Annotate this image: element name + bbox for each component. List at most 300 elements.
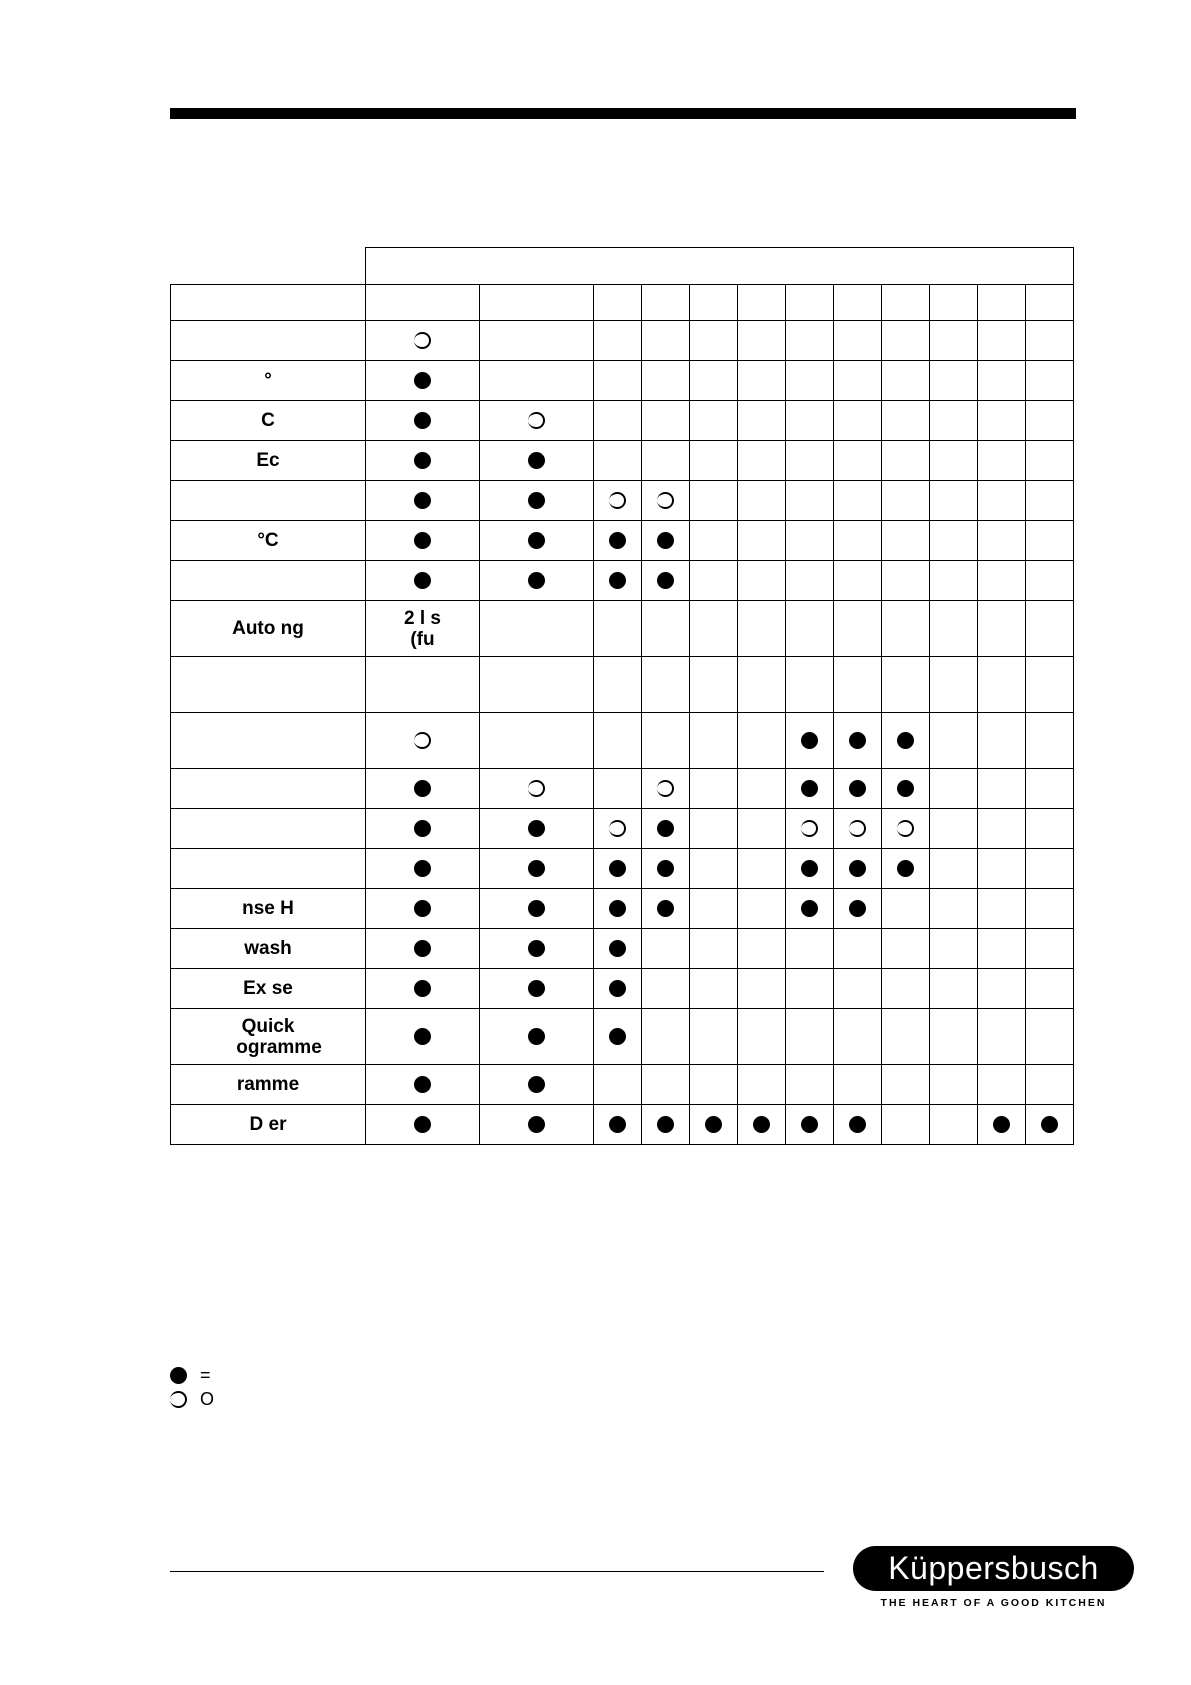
filled-dot-icon — [609, 900, 626, 917]
matrix-cell — [594, 361, 642, 401]
matrix-cell — [786, 1009, 834, 1065]
matrix-cell — [930, 809, 978, 849]
matrix-cell — [786, 929, 834, 969]
matrix-cell — [480, 1009, 594, 1065]
matrix-cell — [738, 401, 786, 441]
filled-dot-icon — [414, 492, 431, 509]
filled-dot-icon — [414, 980, 431, 997]
matrix-cell — [480, 929, 594, 969]
matrix-cell — [930, 969, 978, 1009]
footer-rule — [170, 1571, 824, 1572]
matrix-cell — [738, 889, 786, 929]
table-row — [171, 1105, 1074, 1145]
matrix-cell — [882, 441, 930, 481]
matrix-cell — [366, 1105, 480, 1145]
matrix-cell — [690, 1105, 738, 1145]
matrix-cell — [738, 769, 786, 809]
filled-dot-icon — [414, 532, 431, 549]
matrix-cell — [882, 713, 930, 769]
matrix-cell — [366, 401, 480, 441]
matrix-cell — [480, 441, 594, 481]
matrix-cell — [834, 657, 882, 713]
matrix-cell — [642, 1105, 690, 1145]
matrix-cell — [786, 401, 834, 441]
matrix-cell — [786, 849, 834, 889]
matrix-cell — [738, 1105, 786, 1145]
note-line: (fu — [410, 628, 435, 650]
matrix-cell — [642, 521, 690, 561]
matrix-cell — [1026, 809, 1074, 849]
filled-dot-icon — [528, 492, 545, 509]
matrix-cell — [690, 769, 738, 809]
matrix-cell — [834, 321, 882, 361]
matrix-cell — [834, 285, 882, 321]
matrix-cell — [594, 441, 642, 481]
matrix-cell — [690, 1065, 738, 1105]
legend-item-hollow: O — [170, 1387, 214, 1411]
table-row — [171, 441, 1074, 481]
table-row — [171, 361, 1074, 401]
matrix-cell — [978, 561, 1026, 601]
matrix-cell — [594, 809, 642, 849]
matrix-cell — [1026, 481, 1074, 521]
table-row — [171, 285, 1074, 321]
filled-dot-icon — [414, 900, 431, 917]
matrix-cell — [930, 321, 978, 361]
matrix-cell — [834, 713, 882, 769]
matrix-cell — [930, 929, 978, 969]
matrix-cell — [480, 1065, 594, 1105]
matrix-cell — [594, 769, 642, 809]
filled-dot-icon — [849, 732, 866, 749]
matrix-cell — [978, 969, 1026, 1009]
matrix-cell — [834, 1009, 882, 1065]
matrix-cell — [1026, 441, 1074, 481]
table-row — [171, 929, 1074, 969]
matrix-cell — [366, 361, 480, 401]
matrix-cell — [1026, 321, 1074, 361]
matrix-cell — [366, 849, 480, 889]
matrix-cell — [480, 481, 594, 521]
matrix-cell — [366, 481, 480, 521]
row-label — [171, 561, 366, 601]
filled-dot-icon — [414, 1116, 431, 1133]
matrix-cell — [786, 321, 834, 361]
matrix-cell — [690, 809, 738, 849]
matrix-cell — [366, 713, 480, 769]
matrix-cell — [786, 769, 834, 809]
filled-dot-icon — [897, 860, 914, 877]
matrix-cell — [978, 889, 1026, 929]
matrix-cell — [738, 321, 786, 361]
corner-cell — [171, 248, 366, 285]
matrix-cell — [882, 1105, 930, 1145]
matrix-cell — [786, 1065, 834, 1105]
filled-dot-icon — [414, 860, 431, 877]
table-row — [171, 657, 1074, 713]
matrix-cell — [594, 401, 642, 441]
matrix-cell — [594, 321, 642, 361]
row-label: Auto ng — [171, 601, 366, 657]
half-circle-icon — [801, 820, 818, 837]
note-cell — [366, 601, 480, 657]
matrix-cell — [366, 321, 480, 361]
matrix-cell — [1026, 889, 1074, 929]
matrix-cell — [1026, 929, 1074, 969]
filled-dot-icon — [528, 980, 545, 997]
matrix-cell — [786, 657, 834, 713]
filled-dot-icon — [753, 1116, 770, 1133]
matrix-cell — [690, 441, 738, 481]
matrix-cell — [978, 849, 1026, 889]
matrix-cell — [690, 361, 738, 401]
matrix-cell — [738, 969, 786, 1009]
matrix-cell — [882, 849, 930, 889]
matrix-cell — [930, 713, 978, 769]
matrix-cell — [480, 1105, 594, 1145]
matrix-cell — [930, 1065, 978, 1105]
matrix-cell — [834, 769, 882, 809]
filled-dot-icon — [801, 900, 818, 917]
matrix-cell — [1026, 561, 1074, 601]
filled-dot-icon — [414, 372, 431, 389]
filled-dot-icon — [528, 532, 545, 549]
matrix-cell — [480, 889, 594, 929]
matrix-cell — [480, 361, 594, 401]
matrix-cell — [738, 809, 786, 849]
matrix-cell — [594, 561, 642, 601]
matrix-cell — [642, 769, 690, 809]
matrix-cell — [594, 1065, 642, 1105]
matrix-cell — [642, 361, 690, 401]
filled-dot-icon — [801, 780, 818, 797]
matrix-cell — [834, 401, 882, 441]
matrix-cell — [786, 1105, 834, 1145]
matrix-cell — [1026, 657, 1074, 713]
matrix-cell — [834, 561, 882, 601]
matrix-cell — [978, 769, 1026, 809]
matrix-cell — [978, 713, 1026, 769]
matrix-cell — [786, 969, 834, 1009]
matrix-cell — [882, 361, 930, 401]
filled-dot-icon — [414, 1076, 431, 1093]
matrix-cell — [1026, 601, 1074, 657]
matrix-cell — [690, 1009, 738, 1065]
matrix-cell — [738, 1009, 786, 1065]
half-circle-icon — [414, 732, 431, 749]
filled-dot-icon — [609, 1116, 626, 1133]
matrix-cell — [594, 481, 642, 521]
matrix-cell — [480, 713, 594, 769]
row-label: ° — [171, 361, 366, 401]
matrix-cell — [738, 561, 786, 601]
matrix-cell — [930, 401, 978, 441]
matrix-cell — [930, 285, 978, 321]
feature-matrix — [170, 247, 1074, 1145]
matrix-cell — [930, 1105, 978, 1145]
matrix-cell — [690, 657, 738, 713]
matrix-cell — [978, 321, 1026, 361]
filled-dot-icon — [849, 780, 866, 797]
matrix-cell — [642, 561, 690, 601]
matrix-cell — [690, 849, 738, 889]
matrix-cell — [480, 401, 594, 441]
table-row — [171, 713, 1074, 769]
filled-dot-icon — [528, 452, 545, 469]
matrix-cell — [690, 401, 738, 441]
matrix-cell — [738, 441, 786, 481]
half-circle-icon — [528, 780, 545, 797]
filled-dot-icon — [705, 1116, 722, 1133]
filled-dot-icon — [657, 900, 674, 917]
filled-dot-icon — [657, 1116, 674, 1133]
matrix-cell — [882, 769, 930, 809]
matrix-cell — [366, 889, 480, 929]
filled-dot-icon — [414, 780, 431, 797]
matrix-cell — [882, 809, 930, 849]
filled-dot-icon — [528, 860, 545, 877]
matrix-cell — [978, 1105, 1026, 1145]
matrix-cell — [786, 361, 834, 401]
matrix-cell — [594, 969, 642, 1009]
filled-dot-icon — [609, 860, 626, 877]
filled-dot-icon — [170, 1367, 187, 1384]
matrix-cell — [1026, 285, 1074, 321]
table-row — [171, 769, 1074, 809]
matrix-cell — [594, 1009, 642, 1065]
matrix-cell — [834, 361, 882, 401]
matrix-cell — [930, 849, 978, 889]
filled-dot-icon — [414, 820, 431, 837]
row-label: Ex se — [171, 969, 366, 1009]
brand-logo: Küppersbusch — [853, 1546, 1134, 1591]
matrix-cell — [480, 809, 594, 849]
row-label: Ec — [171, 441, 366, 481]
matrix-cell — [738, 849, 786, 889]
matrix-cell — [690, 285, 738, 321]
filled-dot-icon — [897, 732, 914, 749]
matrix-cell — [978, 361, 1026, 401]
matrix-cell — [978, 929, 1026, 969]
table-row — [171, 601, 1074, 657]
filled-dot-icon — [414, 412, 431, 429]
filled-dot-icon — [609, 980, 626, 997]
matrix-cell — [930, 889, 978, 929]
matrix-cell — [786, 521, 834, 561]
row-label — [171, 321, 366, 361]
filled-dot-icon — [657, 532, 674, 549]
matrix-cell — [594, 521, 642, 561]
matrix-cell — [642, 321, 690, 361]
matrix-cell — [642, 1009, 690, 1065]
matrix-cell — [690, 889, 738, 929]
matrix-cell — [642, 285, 690, 321]
matrix-cell — [642, 969, 690, 1009]
matrix-cell — [882, 889, 930, 929]
matrix-cell — [786, 441, 834, 481]
half-circle-icon — [897, 820, 914, 837]
half-circle-icon — [657, 780, 674, 797]
matrix-cell — [882, 401, 930, 441]
row-label — [171, 1009, 366, 1065]
filled-dot-icon — [528, 1028, 545, 1045]
filled-dot-icon — [993, 1116, 1010, 1133]
matrix-cell — [1026, 1105, 1074, 1145]
matrix-cell — [882, 521, 930, 561]
legend-item-dot: = — [170, 1363, 214, 1387]
filled-dot-icon — [849, 860, 866, 877]
table-row — [171, 481, 1074, 521]
matrix-cell — [978, 441, 1026, 481]
table-row — [171, 321, 1074, 361]
matrix-cell — [786, 713, 834, 769]
matrix-cell — [834, 521, 882, 561]
matrix-cell — [642, 657, 690, 713]
matrix-cell — [834, 1105, 882, 1145]
top-rule — [170, 108, 1076, 119]
matrix-cell — [366, 809, 480, 849]
matrix-cell — [480, 657, 594, 713]
matrix-cell — [690, 713, 738, 769]
filled-dot-icon — [609, 940, 626, 957]
table-row — [171, 849, 1074, 889]
filled-dot-icon — [609, 532, 626, 549]
matrix-cell — [366, 929, 480, 969]
matrix-cell — [642, 849, 690, 889]
half-circle-icon — [414, 332, 431, 349]
matrix-cell — [1026, 1065, 1074, 1105]
header-row — [171, 248, 1074, 285]
row-label: °C — [171, 521, 366, 561]
row-label: wash — [171, 929, 366, 969]
table-row — [171, 969, 1074, 1009]
matrix-cell — [882, 1065, 930, 1105]
matrix-cell — [834, 441, 882, 481]
matrix-cell — [366, 561, 480, 601]
matrix-cell — [642, 1065, 690, 1105]
half-circle-icon — [657, 492, 674, 509]
half-circle-icon — [609, 492, 626, 509]
matrix-cell — [1026, 969, 1074, 1009]
matrix-cell — [642, 401, 690, 441]
matrix-cell — [930, 769, 978, 809]
matrix-cell — [366, 441, 480, 481]
matrix-cell — [786, 809, 834, 849]
brand-tagline: THE HEART OF A GOOD KITCHEN — [880, 1597, 1107, 1609]
matrix-cell — [930, 657, 978, 713]
row-label: C — [171, 401, 366, 441]
row-label: ramme — [171, 1065, 366, 1105]
filled-dot-icon — [657, 572, 674, 589]
matrix-cell — [738, 713, 786, 769]
matrix-cell — [882, 969, 930, 1009]
matrix-cell — [978, 401, 1026, 441]
filled-dot-icon — [849, 900, 866, 917]
matrix-cell — [480, 601, 594, 657]
matrix-cell — [738, 601, 786, 657]
row-label: nse H — [171, 889, 366, 929]
matrix-cell — [1026, 849, 1074, 889]
filled-dot-icon — [528, 572, 545, 589]
filled-dot-icon — [414, 1028, 431, 1045]
matrix-cell — [480, 849, 594, 889]
filled-dot-icon — [414, 940, 431, 957]
matrix-cell — [882, 285, 930, 321]
row-label — [171, 713, 366, 769]
matrix-cell — [642, 601, 690, 657]
matrix-cell — [642, 929, 690, 969]
filled-dot-icon — [801, 732, 818, 749]
matrix-cell — [366, 521, 480, 561]
matrix-cell — [882, 1009, 930, 1065]
matrix-cell — [738, 929, 786, 969]
matrix-cell — [1026, 713, 1074, 769]
matrix-cell — [642, 713, 690, 769]
matrix-cell — [594, 929, 642, 969]
filled-dot-icon — [657, 860, 674, 877]
matrix-cell — [642, 889, 690, 929]
matrix-cell — [366, 1009, 480, 1065]
half-circle-icon — [609, 820, 626, 837]
matrix-cell — [738, 657, 786, 713]
matrix-cell — [594, 657, 642, 713]
filled-dot-icon — [801, 860, 818, 877]
matrix-cell — [480, 561, 594, 601]
matrix-cell — [834, 1065, 882, 1105]
matrix-cell — [690, 321, 738, 361]
matrix-cell — [978, 285, 1026, 321]
matrix-cell — [738, 1065, 786, 1105]
filled-dot-icon — [897, 780, 914, 797]
filled-dot-icon — [609, 1028, 626, 1045]
matrix-cell — [978, 601, 1026, 657]
matrix-cell — [690, 929, 738, 969]
matrix-cell — [366, 285, 480, 321]
matrix-cell — [834, 849, 882, 889]
matrix-cell — [930, 481, 978, 521]
matrix-cell — [642, 481, 690, 521]
matrix-cell — [978, 1009, 1026, 1065]
filled-dot-icon — [414, 452, 431, 469]
matrix-cell — [882, 657, 930, 713]
table-row — [171, 1065, 1074, 1105]
matrix-cell — [834, 481, 882, 521]
matrix-cell — [1026, 401, 1074, 441]
row-label — [171, 481, 366, 521]
matrix-cell — [930, 361, 978, 401]
matrix-cell — [978, 521, 1026, 561]
matrix-cell — [930, 521, 978, 561]
table-row — [171, 401, 1074, 441]
half-circle-icon — [849, 820, 866, 837]
matrix-cell — [786, 561, 834, 601]
filled-dot-icon — [528, 940, 545, 957]
matrix-cell — [786, 481, 834, 521]
filled-dot-icon — [528, 1076, 545, 1093]
matrix-cell — [642, 809, 690, 849]
matrix-cell — [690, 481, 738, 521]
matrix-cell — [738, 361, 786, 401]
filled-dot-icon — [528, 820, 545, 837]
filled-dot-icon — [1041, 1116, 1058, 1133]
matrix-cell — [594, 1105, 642, 1145]
table-row — [171, 521, 1074, 561]
matrix-cell — [834, 809, 882, 849]
filled-dot-icon — [849, 1116, 866, 1133]
matrix-cell — [366, 769, 480, 809]
filled-dot-icon — [528, 1116, 545, 1133]
matrix-cell — [594, 849, 642, 889]
